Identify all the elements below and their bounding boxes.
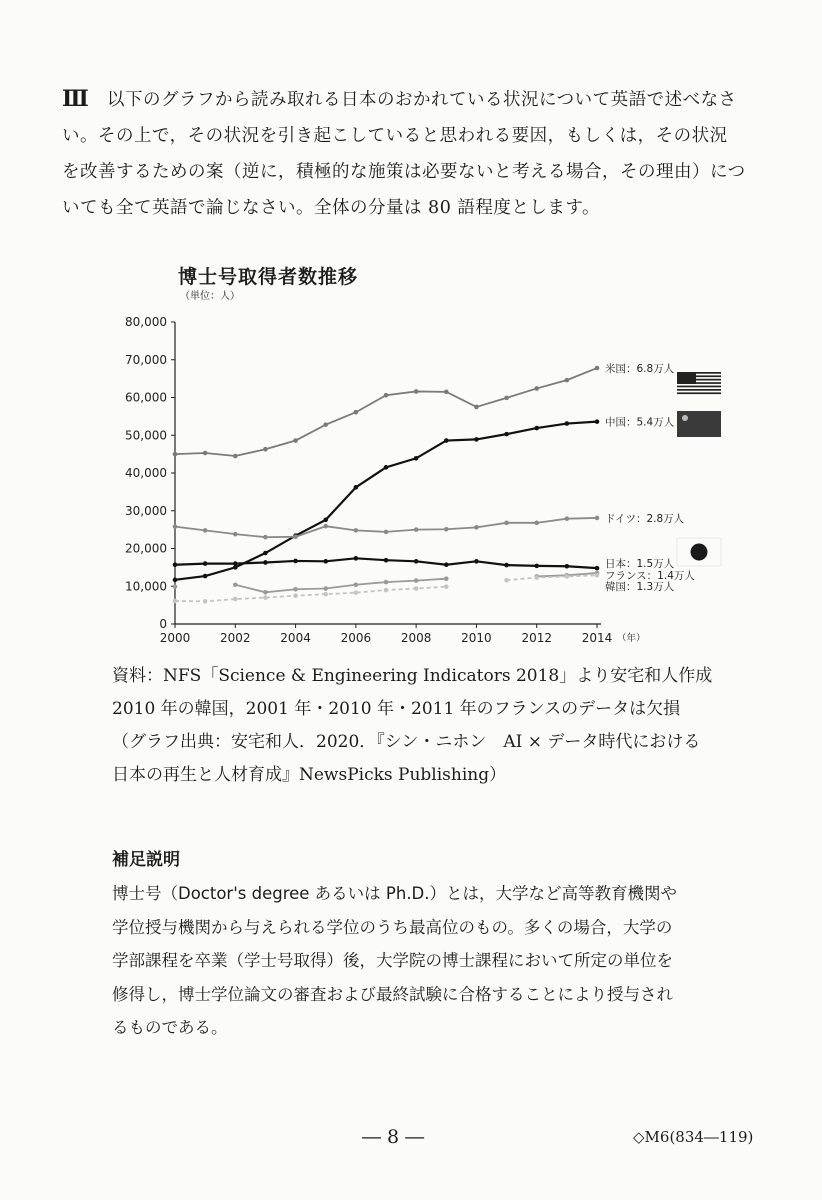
data-point [354, 485, 359, 490]
data-point [444, 584, 449, 589]
data-point [323, 422, 328, 427]
series-line [175, 422, 597, 580]
source-line: 2010 年の韓国，2001 年・2010 年・2011 年のフランスのデータは欠損 [112, 699, 681, 719]
data-point [263, 595, 268, 600]
data-point [595, 419, 600, 424]
y-tick-label: 20,000 [125, 541, 167, 556]
data-point [203, 561, 208, 566]
data-point [474, 437, 479, 442]
source-line: （グラフ出典：安宅和人．2020．『シン・ニホン AI × データ時代における [112, 732, 701, 752]
series-end-label: ドイツ：2.8万人 [605, 512, 685, 525]
data-point [414, 527, 419, 532]
data-point [354, 410, 359, 415]
data-point [504, 396, 509, 401]
data-point [203, 528, 208, 533]
x-tick-label: 2012 [521, 631, 552, 645]
series-end-label: 米国：6.8万人 [605, 363, 675, 376]
data-point [203, 599, 208, 604]
data-point [354, 528, 359, 533]
y-tick-label: 30,000 [125, 503, 167, 518]
flag-canton [677, 372, 696, 384]
data-point [595, 366, 600, 371]
flag-stripe [677, 392, 721, 394]
data-point [474, 405, 479, 410]
data-point [293, 534, 298, 539]
data-point [173, 562, 178, 567]
series-line [175, 368, 597, 456]
y-tick-label: 60,000 [125, 390, 167, 405]
series-韓国 [173, 573, 600, 604]
x-tick-label: 2004 [280, 631, 311, 645]
y-tick-label: 70,000 [125, 352, 167, 367]
flag-field [677, 411, 721, 437]
x-tick-label: 2006 [340, 631, 372, 645]
y-tick-label: 10,000 [125, 579, 167, 594]
data-point [414, 586, 419, 591]
chart-title: 博士号取得者数推移 [178, 266, 359, 288]
data-point [534, 521, 539, 526]
data-point [444, 527, 449, 532]
flag-sun [691, 544, 708, 561]
data-point [354, 556, 359, 561]
data-point [595, 573, 600, 578]
data-point [384, 393, 389, 398]
phd-line-chart [95, 305, 735, 650]
data-point [504, 432, 509, 437]
data-point [444, 562, 449, 567]
data-point [414, 578, 419, 583]
data-point [233, 532, 238, 537]
data-point [414, 559, 419, 564]
data-point [354, 590, 359, 595]
data-point [173, 452, 178, 457]
series-米国 [173, 366, 600, 459]
series-中国 [173, 419, 600, 582]
data-point [263, 535, 268, 540]
data-point [293, 593, 298, 598]
series-ドイツ [173, 516, 600, 540]
data-point [565, 378, 570, 383]
data-point [323, 586, 328, 591]
source-note [112, 660, 772, 792]
flag-stripe [677, 386, 721, 388]
data-point [534, 386, 539, 391]
source-line: 資料：NFS「Science & Engineering Indicators 2018」より安宅和人作成 [112, 666, 713, 686]
data-point [534, 575, 539, 580]
data-point [384, 465, 389, 470]
supplement-title: 補足説明 [112, 850, 180, 870]
data-point [384, 580, 389, 585]
supplement-line: 博士号（Doctor's degree あるいは Ph.D.）とは，大学など高等教育機関や [112, 884, 678, 903]
data-point [263, 560, 268, 565]
data-point [474, 559, 479, 564]
flag-star [682, 415, 688, 421]
us-flag-icon [677, 372, 721, 394]
data-point [173, 578, 178, 583]
y-tick-label: 40,000 [125, 466, 167, 480]
question-line: い。その上で，その状況を引き起こしていると思われる要因，もしくは，その状況 [62, 126, 728, 146]
x-tick-label: 2014 [581, 631, 613, 645]
data-point [233, 582, 238, 587]
series-end-label: 韓国：1.3万人 [605, 581, 675, 594]
data-point [293, 438, 298, 443]
data-point [414, 389, 419, 394]
data-point [203, 451, 208, 456]
data-point [444, 576, 449, 581]
data-point [173, 524, 178, 529]
data-point [263, 551, 268, 556]
data-point [384, 558, 389, 563]
data-point [504, 563, 509, 568]
data-point [173, 584, 178, 589]
data-point [565, 516, 570, 521]
x-axis-unit: （年） [617, 633, 646, 644]
series-end-label: 中国：5.4万人 [605, 416, 675, 429]
exam-code: ◇M6(834―119) [633, 1128, 754, 1146]
data-point [565, 564, 570, 569]
data-point [534, 564, 539, 569]
supplement-line: 学位授与機関から与えられる学位のうち最高位のもの。多くの場合，大学の [112, 917, 673, 937]
data-point [565, 574, 570, 579]
question-line: 以下のグラフから読み取れる日本のおかれている状況について英語で述べなさ [107, 90, 737, 110]
data-point [233, 454, 238, 459]
data-point [293, 587, 298, 592]
data-point [263, 590, 268, 595]
series-line [175, 518, 597, 537]
data-point [354, 582, 359, 587]
question-line: いても全て英語で論じなさい。全体の分量は 80 語程度とします。 [62, 198, 600, 218]
china-flag-icon [677, 411, 721, 437]
data-point [323, 518, 328, 523]
source-line: 日本の再生と人材育成』NewsPicks Publishing） [112, 765, 507, 785]
data-point [323, 559, 328, 564]
page-number: ― 8 ― [362, 1126, 425, 1148]
data-point [414, 456, 419, 461]
data-point [233, 597, 238, 602]
data-point [504, 578, 509, 583]
data-point [173, 599, 178, 604]
y-tick-label: 50,000 [125, 428, 167, 443]
question-number: Ⅲ [62, 86, 89, 112]
data-point [595, 516, 600, 521]
series-end-label: フランス：1.4万人 [605, 570, 695, 583]
data-point [293, 559, 298, 564]
supplement-line: るものである。 [112, 1018, 228, 1037]
japan-flag-icon [677, 538, 721, 566]
chart-unit-label: （単位：人） [180, 291, 240, 302]
data-point [384, 530, 389, 535]
supplement-line: 修得し，博士学位論文の審査および最終試験に合格することにより授与され [112, 984, 673, 1004]
data-point [504, 521, 509, 526]
x-tick-label: 2000 [159, 631, 191, 645]
data-point [444, 390, 449, 395]
data-point [474, 525, 479, 530]
x-tick-label: 2010 [461, 631, 492, 645]
y-tick-label: 80,000 [125, 315, 167, 329]
x-tick-label: 2008 [400, 631, 432, 645]
data-point [565, 421, 570, 426]
data-point [444, 438, 449, 443]
flag-stripe [677, 389, 721, 391]
supplement-body [112, 877, 752, 1045]
data-point [323, 524, 328, 529]
series-end-label: 日本：1.5万人 [605, 558, 675, 571]
x-tick-label: 2002 [220, 631, 251, 645]
data-point [534, 426, 539, 431]
data-point [233, 561, 238, 566]
data-point [384, 588, 389, 593]
data-point [203, 574, 208, 579]
y-tick-label: 0 [159, 617, 167, 631]
supplement-line: 学部課程を卒業（学士号取得）後，大学院の博士課程において所定の単位を [112, 951, 673, 970]
question-line: を改善するための案（逆に，積極的な施策は必要ないと考える場合，その理由）につ [62, 162, 746, 182]
data-point [595, 566, 600, 571]
data-point [263, 447, 268, 452]
data-point [323, 592, 328, 597]
